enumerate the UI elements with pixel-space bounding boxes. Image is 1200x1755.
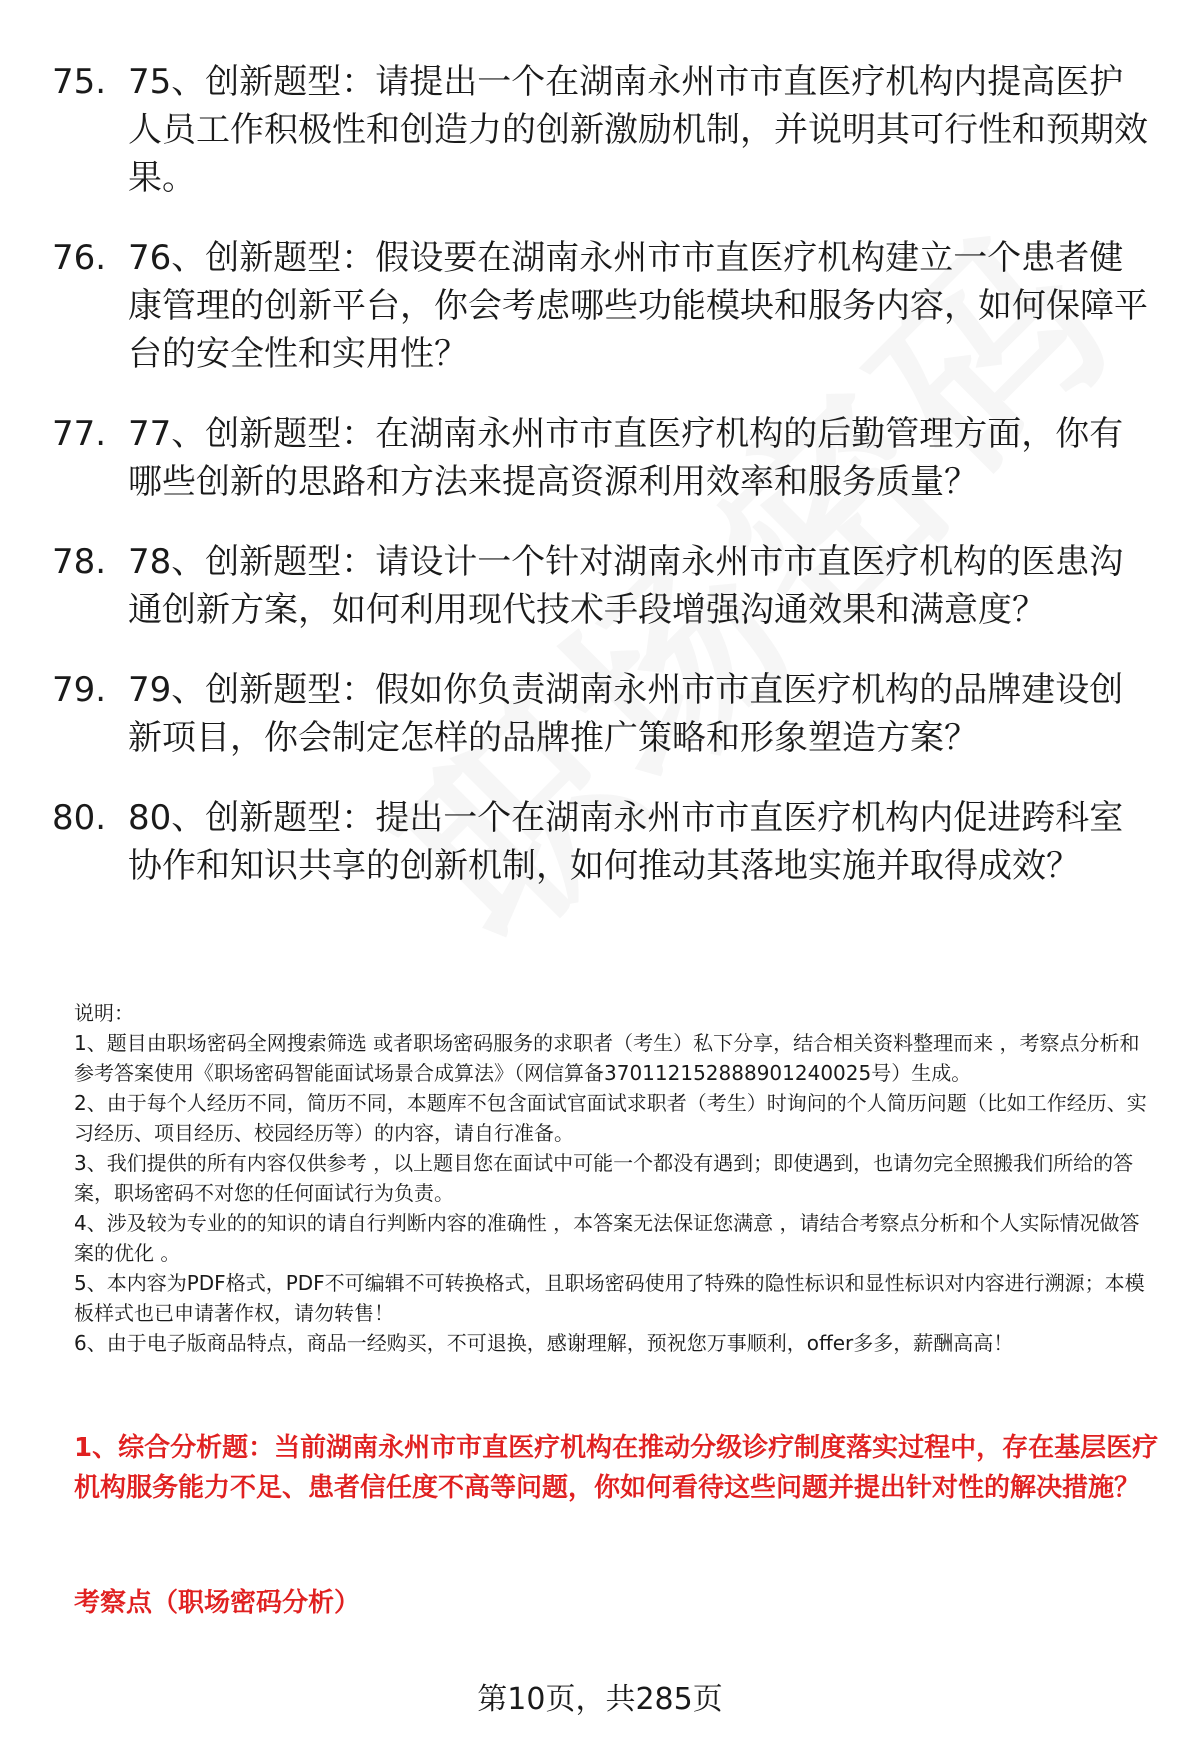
note-item: 4、涉及较为专业的的知识的请自行判断内容的准确性 ，本答案无法保证您满意 ，请结合考察点分析和个人实际情况做答案的优化 。 (74, 1211, 1140, 1265)
notes-section (74, 998, 1159, 1358)
analysis-question: 1、综合分析题：当前湖南永州市市直医疗机构在推动分级诊疗制度落实过程中，存在基层医疗机构服务能力不足、患者信任度不高等问题，你如何看待这些问题并提出针对性的解决措施？ (74, 1433, 1159, 1503)
question-item (52, 666, 1152, 762)
question-number: 78. (52, 542, 107, 582)
note-item: 6、由于电子版商品特点，商品一经购买，不可退换，感谢理解，预祝您万事顺利，offer多多，薪酬高高！ (74, 1331, 1014, 1355)
question-number: 80. (52, 798, 107, 838)
question-number: 76. (52, 238, 107, 278)
question-item (52, 794, 1152, 890)
question-number: 77. (52, 414, 107, 454)
note-item: 5、本内容为PDF格式，PDF不可编辑不可转换格式，且职场密码使用了特殊的隐性标识和显性标识对内容进行溯源；本模板样式也已申请著作权，请勿转售！ (74, 1271, 1145, 1325)
question-list (52, 58, 1152, 922)
note-item: 2、由于每个人经历不同，简历不同，本题库不包含面试官面试求职者（考生）时询问的个人简历问题（比如工作经历、实习经历、项目经历、校园经历等）的内容，请自行准备。 (74, 1091, 1147, 1145)
question-text: 76、创新题型：假设要在湖南永州市市直医疗机构建立一个患者健康管理的创新平台，你会考虑哪些功能模块和服务内容，如何保障平台的安全性和实用性？ (128, 238, 1148, 374)
question-item (52, 538, 1152, 634)
question-number: 75. (52, 62, 107, 102)
question-text: 80、创新题型：提出一个在湖南永州市市直医疗机构内促进跨科室协作和知识共享的创新机制，如何推动其落地实施并取得成效？ (128, 798, 1124, 886)
note-item: 3、我们提供的所有内容仅供参考 ，以上题目您在面试中可能一个都没有遇到；即使遇到，也请勿完全照搬我们所给的答案，职场密码不对您的任何面试行为负责。 (74, 1151, 1134, 1205)
question-item (52, 58, 1152, 202)
question-text: 75、创新题型：请提出一个在湖南永州市市直医疗机构内提高医护人员工作积极性和创造力的创新激励机制，并说明其可行性和预期效果。 (128, 62, 1148, 198)
page-number: 第10页，共285页 (477, 1682, 723, 1717)
question-text: 79、创新题型：假如你负责湖南永州市市直医疗机构的品牌建设创新项目，你会制定怎样的品牌推广策略和形象塑造方案？ (128, 670, 1124, 758)
analysis-heading: 考察点（职场密码分析） (74, 1588, 361, 1618)
question-text: 77、创新题型：在湖南永州市市直医疗机构的后勤管理方面，你有哪些创新的思路和方法来提高资源利用效率和服务质量？ (128, 414, 1124, 502)
question-item (52, 410, 1152, 506)
question-item (52, 234, 1152, 378)
question-text: 78、创新题型：请设计一个针对湖南永州市市直医疗机构的医患沟通创新方案，如何利用现代技术手段增强沟通效果和满意度？ (128, 542, 1124, 630)
note-item: 1、题目由职场密码全网搜索筛选 或者职场密码服务的求职者（考生）私下分享，结合相关资料整理而来 ，考察点分析和参考答案使用《职场密码智能面试场景合成算法》（网信算备370112152888901240025号）生成。 (74, 1031, 1140, 1085)
question-number: 79. (52, 670, 107, 710)
notes-title: 说明： (74, 1001, 134, 1025)
